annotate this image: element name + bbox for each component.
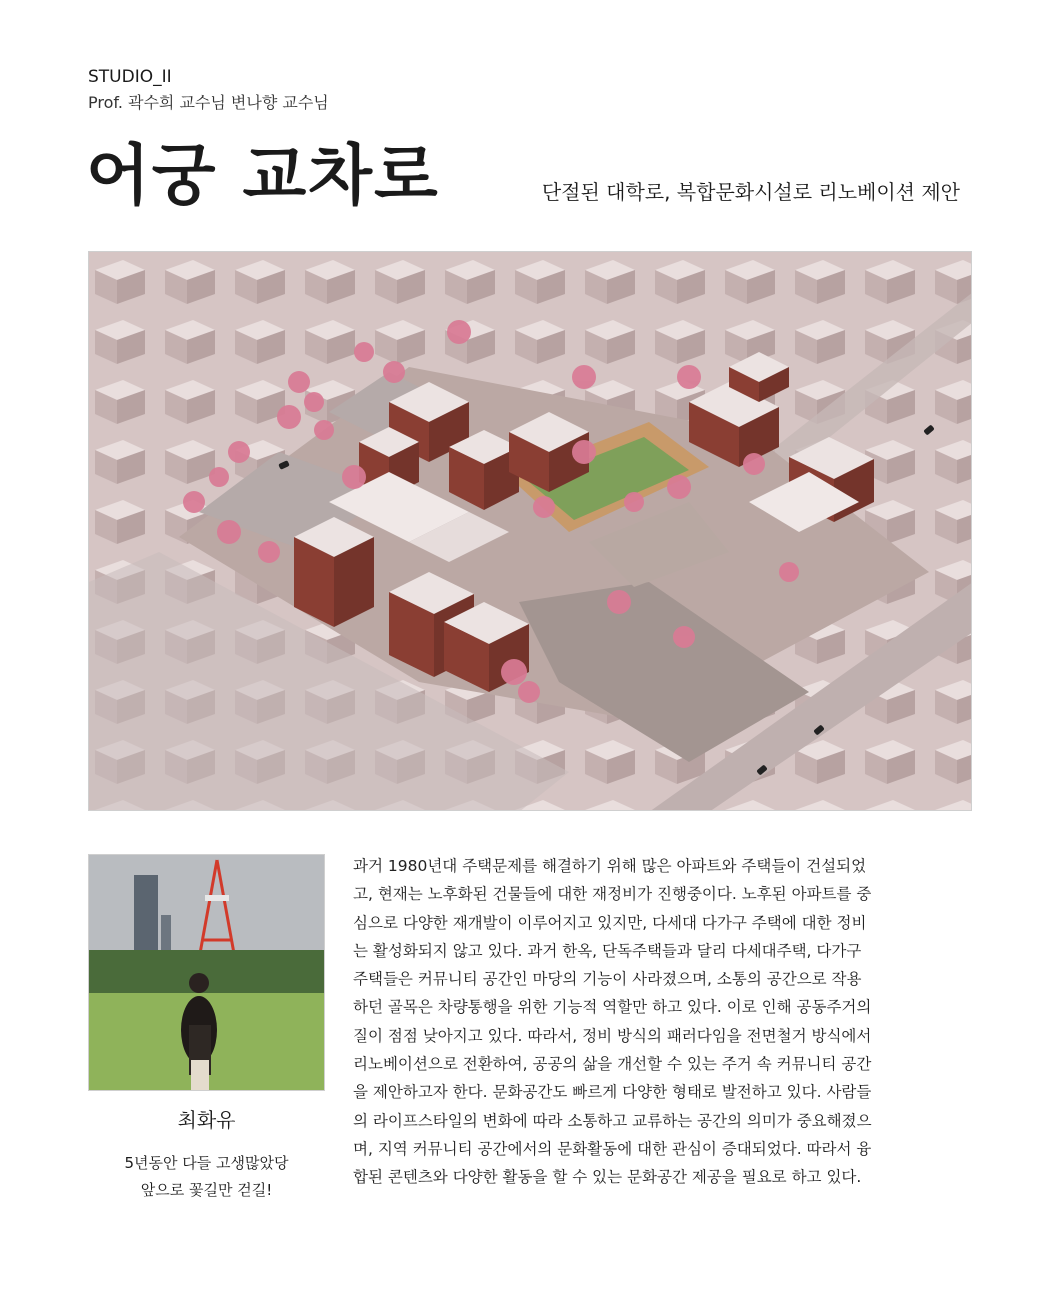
description-line: 며, 지역 커뮤니티 공간에서의 문화활동에 대한 관심이 증대되었다. 따라서 융 [353, 1139, 872, 1158]
message-line: 앞으로 꽃길만 걷길! [140, 1181, 273, 1199]
description-line: 의 라이프스타일의 변화에 따라 소통하고 교류하는 공간의 의미가 중요해졌으 [353, 1111, 872, 1130]
description-line: 을 제안하고자 한다. 문화공간도 빠르게 다양한 형태로 발전하고 있다. 사람들 [353, 1083, 872, 1102]
page-title: 어궁 교차로 [86, 137, 440, 214]
studio-label: STUDIO_II [88, 67, 172, 87]
student-message [88, 1150, 325, 1204]
message-line: 5년동안 다들 고생많았당 [124, 1154, 289, 1172]
professors-line: Prof. 곽수희 교수님 변나향 교수님 [88, 93, 329, 112]
aerial-render-illustration [89, 252, 972, 811]
description-line: 주택들은 커뮤니티 공간인 마당의 기능이 사라졌으며, 소통의 공간으로 작용 [353, 970, 862, 989]
description-line: 고, 현재는 노후화된 건물들에 대한 재정비가 진행중이다. 노후된 아파트를 중 [353, 885, 872, 904]
page-subtitle: 단절된 대학로, 복합문화시설로 리노베이션 제안 [541, 180, 960, 204]
description-line: 질이 점점 낮아지고 있다. 따라서, 정비 방식의 패러다임을 전면철거 방식에서 [353, 1026, 872, 1045]
description-paragraph [353, 852, 975, 1192]
description-line: 합된 콘텐츠와 다양한 활동을 할 수 있는 문화공간 제공을 필요로 하고 있다. [353, 1168, 862, 1187]
description-line: 하던 골목은 차량통행을 위한 기능적 역할만 하고 있다. 이로 인해 공동주거의 [353, 998, 872, 1017]
description-line: 과거 1980년대 주택문제를 해결하기 위해 많은 아파트와 주택들이 건설되었 [353, 857, 867, 875]
aerial-render-image [88, 251, 972, 811]
student-name: 최화유 [177, 1108, 236, 1132]
description-line: 리노베이션으로 전환하여, 공공의 삶을 개선할 수 있는 주거 속 커뮤니티 공간 [353, 1055, 872, 1074]
profile-photo [88, 854, 325, 1091]
profile-photo-illustration [89, 855, 325, 1091]
description-line: 심으로 다양한 재개발이 이루어지고 있지만, 다세대 다가구 주택에 대한 정비 [353, 913, 867, 932]
description-line: 는 활성화되지 않고 있다. 과거 한옥, 단독주택들과 달리 다세대주택, 다가구 [353, 941, 862, 960]
